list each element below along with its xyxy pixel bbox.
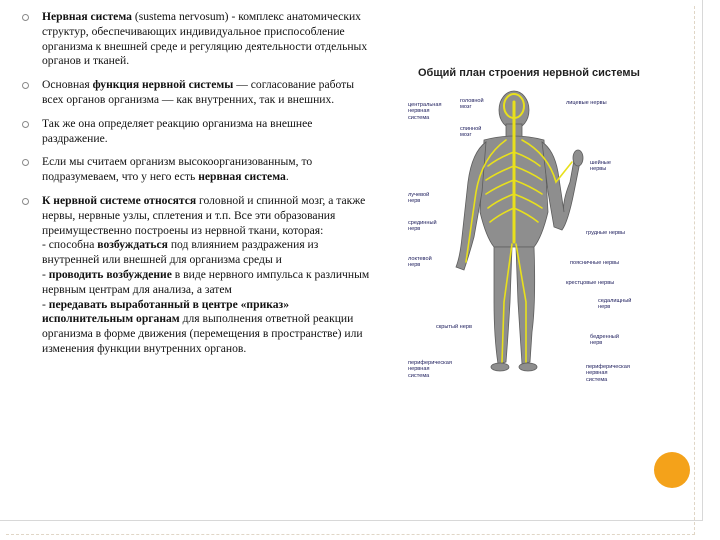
bold-text: нервная система xyxy=(198,170,286,184)
bullet-marker-icon xyxy=(22,14,29,21)
label-sacral: крестцовые нервы xyxy=(566,280,615,286)
text-run: Основная xyxy=(42,78,93,92)
bullet-marker-icon xyxy=(22,159,29,166)
label-radial: лучевой нерв xyxy=(408,192,430,205)
bullet-marker-icon xyxy=(22,82,29,89)
label-lumbar: поясничные нервы xyxy=(570,260,620,266)
label-spinal-cord: спинной мозг xyxy=(460,126,482,139)
label-sciatic: седалищный нерв xyxy=(598,298,632,311)
text-run: под влиянием раздражения из внутренней или внешней для организма среды и xyxy=(42,238,319,267)
text-run: Если мы считаем организм высокоорганизованным, то подразумеваем, что у него есть xyxy=(42,155,313,184)
bullet-item xyxy=(20,194,372,357)
decorative-circle xyxy=(654,452,690,488)
label-brain: головной мозг xyxy=(460,98,484,111)
bullet-item xyxy=(20,10,372,69)
text-run: - xyxy=(42,297,49,311)
bullet-item xyxy=(20,117,372,147)
bullet-text xyxy=(42,78,372,108)
label-facial: лицевые нервы xyxy=(566,100,607,106)
bullet-marker-icon xyxy=(22,198,29,205)
bullet-text xyxy=(42,10,372,69)
bullet-marker-icon xyxy=(22,121,29,128)
bold-text: проводить возбуждение xyxy=(48,267,172,281)
bullet-list xyxy=(20,10,372,366)
label-ulnar: локтевой нерв xyxy=(408,256,432,269)
bold-text: передавать выработанный в центре «приказ» исполнительным органам xyxy=(42,297,290,326)
text-run: головной и спинной мозг, а также нервы, нервные узлы, сплетения и т.п. Все эти образования преимущественно построены из нервной ткани, которая: xyxy=(42,193,366,237)
label-pns-left: периферическая нервная система xyxy=(408,360,452,379)
bold-text: возбуждаться xyxy=(97,238,168,252)
bullet-text xyxy=(42,155,372,185)
text-run: — согласование работы всех органов организма — как внутренних, так и внешних. xyxy=(42,78,354,106)
text-run: в виде нервного импульса к различным нервным центрам для анализа, а затем xyxy=(42,267,370,296)
text-run: - способна xyxy=(42,238,98,252)
text-run: . xyxy=(285,170,289,184)
text-run: Так же она определяет реакцию организма на внешнее раздражение. xyxy=(42,116,313,145)
label-saphenous: скрытый нерв xyxy=(436,324,472,330)
label-pns-right: периферическая нервная система xyxy=(586,364,630,383)
bold-text: К нервной системе относятся xyxy=(42,193,197,207)
label-cns: центральная нервная система xyxy=(408,102,442,121)
label-thoracic: грудные нервы xyxy=(586,230,626,236)
bullet-item xyxy=(20,78,372,108)
label-femoral: бедренный нерв xyxy=(590,334,619,347)
label-cervical: шейные нервы xyxy=(590,160,611,173)
bullet-item xyxy=(20,155,372,185)
text-run: (sustema nervosum) - комплекс анатомических структур, обеспечивающих индивидуальное приспособление организма к внешней среде и регуляцию деятельности отдельных органов и тканей. xyxy=(42,10,368,68)
text-run: для выполнения ответной реакции организма в форме движения (перемещения в пространстве) или изменения функции внутренних органов. xyxy=(42,312,363,355)
nervous-system-diagram xyxy=(402,62,642,392)
bullet-text xyxy=(42,194,372,357)
diagram-title: Общий план строения нервной системы xyxy=(418,67,640,79)
text-run: - xyxy=(42,267,49,281)
bold-text: функция нервной системы xyxy=(92,78,234,92)
bullet-text xyxy=(42,117,372,147)
bold-text: Нервная система xyxy=(42,10,132,23)
label-median: срединный нерв xyxy=(408,220,437,233)
